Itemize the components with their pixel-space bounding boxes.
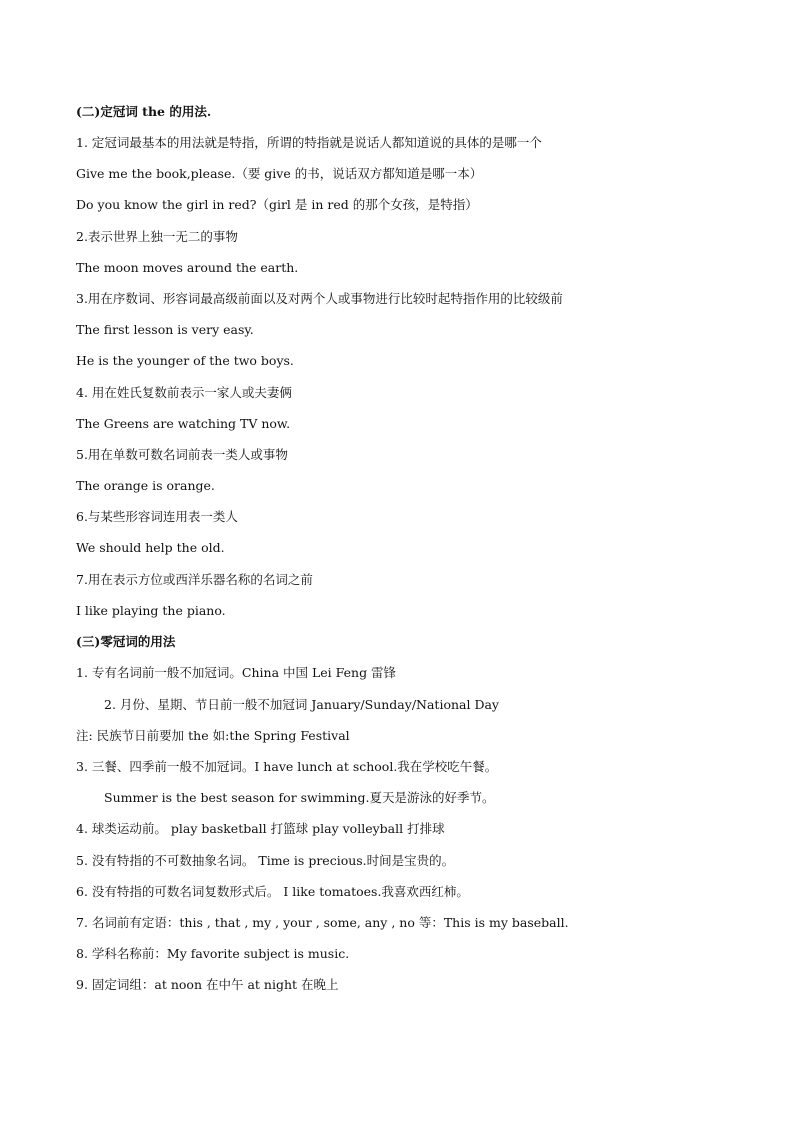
text-line: We should help the old. (76, 540, 225, 555)
text-line: The first lesson is very easy. (76, 322, 254, 337)
text-line: 3.用在序数词、形容词最高级前面以及对两个人或事物进行比较时起特指作用的比较级前 (76, 291, 563, 306)
text-line: 2. 月份、星期、节日前一般不加冠词 January/Sunday/National Day (104, 697, 499, 712)
section-heading-zero-article: (三)零冠词的用法 (76, 634, 176, 649)
text-line: 7.用在表示方位或西洋乐器名称的名词之前 (76, 572, 313, 587)
text-line: 4. 球类运动前。 play basketball 打篮球 play volleyball 打排球 (76, 821, 445, 836)
text-line: Summer is the best season for swimming.夏天是游泳的好季节。 (104, 790, 495, 805)
text-line: The orange is orange. (76, 478, 215, 493)
text-line: I like playing the piano. (76, 603, 226, 618)
text-line: 9. 固定词组：at noon 在中午 at night 在晚上 (76, 977, 339, 992)
text-line: 1. 定冠词最基本的用法就是特指，所谓的特指就是说话人都知道说的具体的是哪一个 (76, 135, 542, 150)
text-line: 1. 专有名词前一般不加冠词。China 中国 Lei Feng 雷锋 (76, 665, 397, 680)
text-line: 5.用在单数可数名词前表一类人或事物 (76, 447, 288, 462)
section-heading-definite-article: (二)定冠词 the 的用法. (76, 104, 212, 119)
text-line: Give me the book,please.（要 give 的书，说话双方都知道是哪一本） (76, 166, 483, 181)
text-line: 4. 用在姓氏复数前表示一家人或夫妻俩 (76, 385, 292, 400)
text-line: 3. 三餐、四季前一般不加冠词。I have lunch at school.我在学校吃午餐。 (76, 759, 498, 774)
text-line: 6. 没有特指的可数名词复数形式后。 I like tomatoes.我喜欢西红柿。 (76, 884, 469, 899)
text-line: 6.与某些形容词连用表一类人 (76, 509, 238, 524)
text-line: 7. 名词前有定语：this , that , my , your , some, any , no 等：This is my baseball. (76, 915, 569, 930)
text-line: The moon moves around the earth. (76, 260, 299, 275)
text-line: He is the younger of the two boys. (76, 353, 294, 368)
text-line: 2.表示世界上独一无二的事物 (76, 229, 238, 244)
text-line: The Greens are watching TV now. (76, 416, 291, 431)
text-line: Do you know the girl in red?（girl 是 in red 的那个女孩，是特指） (76, 197, 478, 212)
text-line: 5. 没有特指的不可数抽象名词。 Time is precious.时间是宝贵的。 (76, 853, 455, 868)
text-line: 注: 民族节日前要加 the 如:the Spring Festival (76, 728, 350, 743)
text-line: 8. 学科名称前：My favorite subject is music. (76, 946, 350, 961)
